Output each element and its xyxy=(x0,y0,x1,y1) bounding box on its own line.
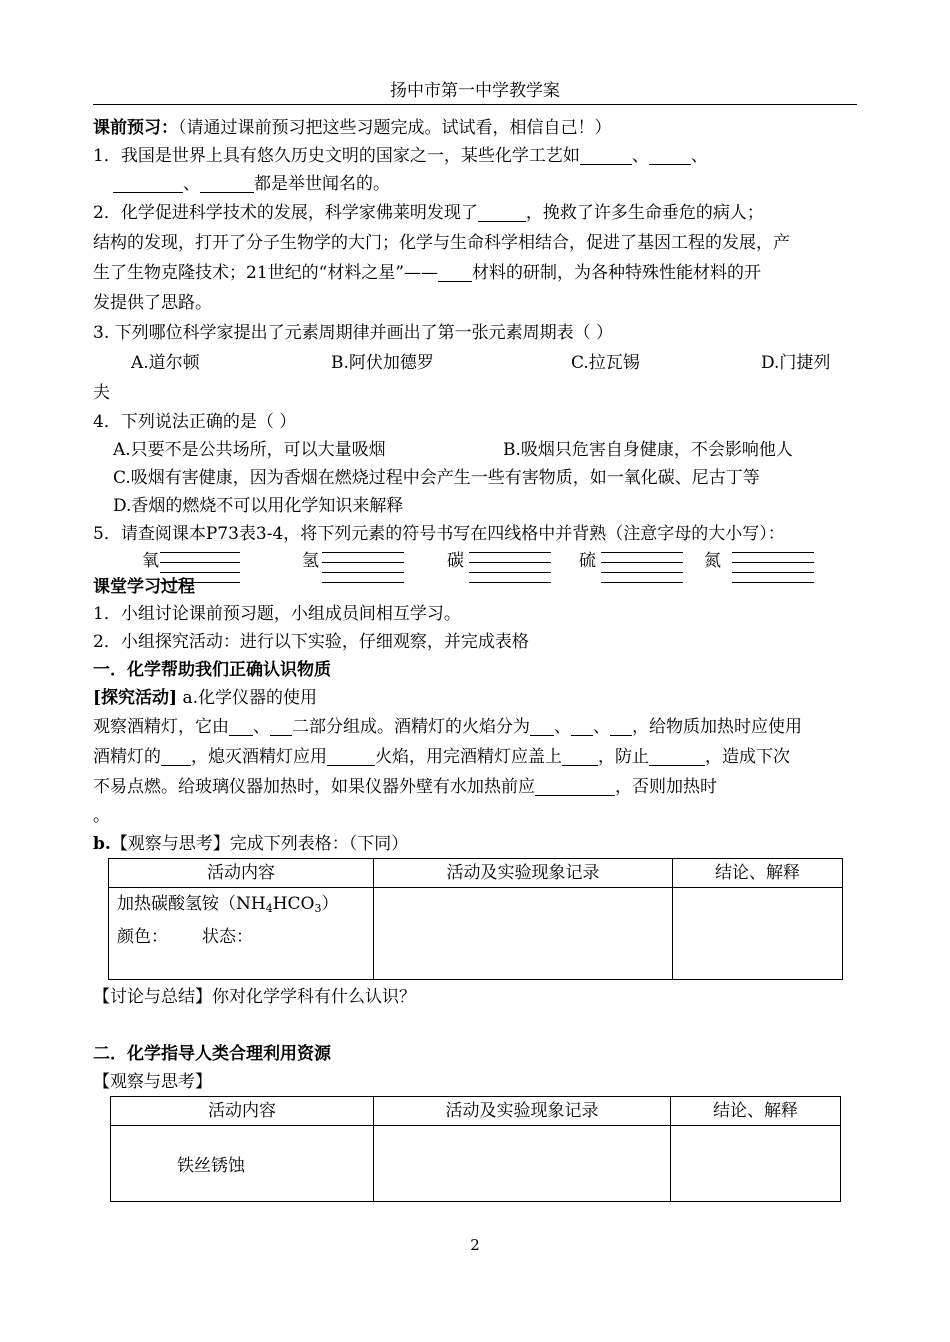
question-2-line-4: 发提供了思路。 xyxy=(93,293,212,313)
q2-text-b: ，挽救了许多生命垂危的病人； xyxy=(525,203,764,223)
p1-text-f: ，给物质加热时应使用 xyxy=(632,717,802,737)
lamp-blank-8[interactable] xyxy=(562,747,598,766)
p1-text-c: 二部分组成。酒精灯的火焰分为 xyxy=(292,717,530,737)
element-oxygen-label: 氧 xyxy=(142,551,159,571)
q3-option-d[interactable]: D.门捷列 xyxy=(761,353,831,373)
activity-tag: [探究活动] xyxy=(93,688,178,708)
q1-blank-4[interactable] xyxy=(200,174,254,193)
q1-sep-2: 、 xyxy=(690,146,708,166)
question-4-options-row-1 xyxy=(93,436,857,464)
discussion-text: 你对化学学科有什么认识？ xyxy=(212,987,416,1007)
question-2-line-3 xyxy=(93,258,857,288)
q2-text-d: 材料的研制，为各种特殊性能材料的开 xyxy=(472,263,762,283)
color-label: 颜色： xyxy=(117,927,168,947)
p2-text-b: ，熄灭酒精灯应用 xyxy=(191,747,327,767)
p1-text-a: 观察酒精灯，它由 xyxy=(93,717,229,737)
q4-option-b[interactable]: B.吸烟只危害自身健康，不会影响他人 xyxy=(503,440,793,460)
lamp-blank-1[interactable] xyxy=(229,717,253,736)
q1-blank-1[interactable] xyxy=(580,146,632,165)
table-2-header-activity: 活动内容 xyxy=(111,1097,374,1126)
table-2-activity-cell: 铁丝锈蚀 xyxy=(111,1126,374,1202)
preview-heading-note: （请通过课前预习把这些习题完成。试试看，相信自己！） xyxy=(178,118,612,138)
four-line-grid-row xyxy=(93,550,857,584)
discussion-tag: 【讨论与总结】 xyxy=(93,987,212,1007)
question-1-line-2 xyxy=(93,170,857,198)
b-text: 【观察与思考】完成下列表格：（下同） xyxy=(110,834,409,854)
p1-sep-2: 、 xyxy=(554,717,571,737)
q3-option-c[interactable]: C.拉瓦锡 xyxy=(571,353,640,373)
q3-option-a[interactable]: A.道尔顿 xyxy=(131,353,200,373)
p3-text-b: ，否则加热时 xyxy=(615,777,717,797)
lamp-blank-4[interactable] xyxy=(571,717,593,736)
p2-text-c: 火焰，用完酒精灯应盖上 xyxy=(375,747,562,767)
lamp-blank-7[interactable] xyxy=(327,747,375,766)
b-label: b. xyxy=(93,834,111,854)
q1-tail: 都是举世闻名的。 xyxy=(254,174,390,194)
table-1-header-activity: 活动内容 xyxy=(109,859,374,888)
lamp-paragraph-line-4: 。 xyxy=(93,806,110,826)
table-1-record-cell[interactable] xyxy=(374,888,673,980)
lamp-blank-9[interactable] xyxy=(649,747,705,766)
q2-text-c: 生了生物克隆技术；21世纪的“材料之星”—— xyxy=(93,263,439,283)
p2-text-d: ，防止 xyxy=(598,747,649,767)
q4-option-a[interactable]: A.只要不是公共场所，可以大量吸烟 xyxy=(113,440,386,460)
table-2-conclusion-cell[interactable] xyxy=(671,1126,841,1202)
q1-sep-3: 、 xyxy=(183,174,200,194)
table-1-activity-cell xyxy=(109,888,374,980)
q4-option-c[interactable]: C.吸烟有害健康，因为香烟在燃烧过程中会产生一些有害物质，如一氧化碳、尼古丁等 xyxy=(113,468,760,488)
q2-text-a: 2．化学促进科学技术的发展，科学家佛莱明发现了 xyxy=(93,203,478,223)
q3-option-b[interactable]: B.阿伏加德罗 xyxy=(331,353,434,373)
classroom-heading: 课堂学习过程 xyxy=(93,577,195,597)
rust-table xyxy=(110,1096,841,1202)
preview-heading: 课前预习： xyxy=(93,118,178,138)
page-number: 2 xyxy=(470,1236,480,1254)
lamp-blank-3[interactable] xyxy=(530,717,554,736)
question-2-line-1 xyxy=(93,198,857,228)
q4-option-d[interactable]: D.香烟的燃烧不可以用化学知识来解释 xyxy=(113,496,404,516)
preview-heading-line xyxy=(93,114,857,142)
lamp-paragraph-line-2 xyxy=(93,742,857,772)
element-nitrogen-label: 氮 xyxy=(704,551,721,571)
table-2-header-conclusion: 结论、解释 xyxy=(671,1097,841,1126)
q1-text: 1．我国是世界上具有悠久历史文明的国家之一，某些化学工艺如 xyxy=(93,146,580,166)
lamp-paragraph-line-3 xyxy=(93,772,857,802)
section-2-observe: 【观察与思考】 xyxy=(93,1072,212,1092)
question-3-options xyxy=(93,348,857,378)
q2-blank-2[interactable] xyxy=(438,263,472,282)
section-2-heading: 二．化学指导人类合理利用资源 xyxy=(93,1044,331,1064)
element-hydrogen-label: 氢 xyxy=(302,551,319,571)
lamp-blank-5[interactable] xyxy=(610,717,632,736)
q2-blank-1[interactable] xyxy=(478,203,526,222)
page-header: 扬中市第一中学教学案 xyxy=(93,76,857,105)
lamp-blank-10[interactable] xyxy=(535,777,615,796)
question-1-line-1 xyxy=(93,142,857,170)
table-1-conclusion-cell[interactable] xyxy=(673,888,843,980)
table-2-record-cell[interactable] xyxy=(374,1126,671,1202)
activity-title: a.化学仪器的使用 xyxy=(177,688,318,708)
classroom-step-1: 1．小组讨论课前预习题，小组成员间相互学习。 xyxy=(93,604,461,624)
element-carbon-label: 碳 xyxy=(447,551,464,571)
p2-text-e: ，造成下次 xyxy=(705,747,790,767)
lamp-paragraph-line-1 xyxy=(93,712,857,742)
nh4hco3-label: 加热碳酸氢铵$(NH_4HCO_3)$ xyxy=(117,894,339,915)
table-2-header-record: 活动及实验现象记录 xyxy=(374,1097,671,1126)
q1-blank-2[interactable] xyxy=(649,146,691,165)
question-2-line-2: 结构的发现，打开了分子生物学的大门；化学与生命科学相结合，促进了基因工程的发展，产 xyxy=(93,233,790,253)
p1-sep-1: 、 xyxy=(253,717,270,737)
p3-text-a: 不易点燃。给玻璃仪器加热时，如果仪器外壁有水加热前应 xyxy=(93,777,535,797)
page-content xyxy=(93,114,857,1202)
color-state-line xyxy=(117,923,365,951)
section-1-heading: 一．化学帮助我们正确认识物质 xyxy=(93,660,331,680)
q1-sep-1: 、 xyxy=(631,146,649,166)
lamp-blank-2[interactable] xyxy=(270,717,292,736)
q3-option-d-continued: 夫 xyxy=(93,383,110,403)
discussion-line xyxy=(93,982,857,1012)
table-1-header-conclusion: 结论、解释 xyxy=(673,859,843,888)
classroom-step-2: 2．小组探究活动：进行以下实验，仔细观察，并完成表格 xyxy=(93,632,529,652)
activity-title-line xyxy=(93,684,857,712)
heating-table xyxy=(108,858,843,980)
lamp-blank-6[interactable] xyxy=(161,747,191,766)
element-sulfur-label: 硫 xyxy=(579,551,596,571)
table-1-header-record: 活动及实验现象记录 xyxy=(374,859,673,888)
observe-line-b xyxy=(93,830,857,858)
question-4-stem: 4．下列说法正确的是（ ） xyxy=(93,412,297,432)
p2-text-a: 酒精灯的 xyxy=(93,747,161,767)
question-5-stem: 5．请查阅课本P73表3-4，将下列元素的符号书写在四线格中并背熟（注意字母的大小写）： xyxy=(93,524,785,544)
question-3-stem: 3. 下列哪位科学家提出了元素周期律并画出了第一张元素周期表（ ） xyxy=(93,323,614,343)
p1-sep-3: 、 xyxy=(593,717,610,737)
state-label: 状态： xyxy=(202,927,253,947)
q1-blank-3[interactable] xyxy=(113,174,183,193)
